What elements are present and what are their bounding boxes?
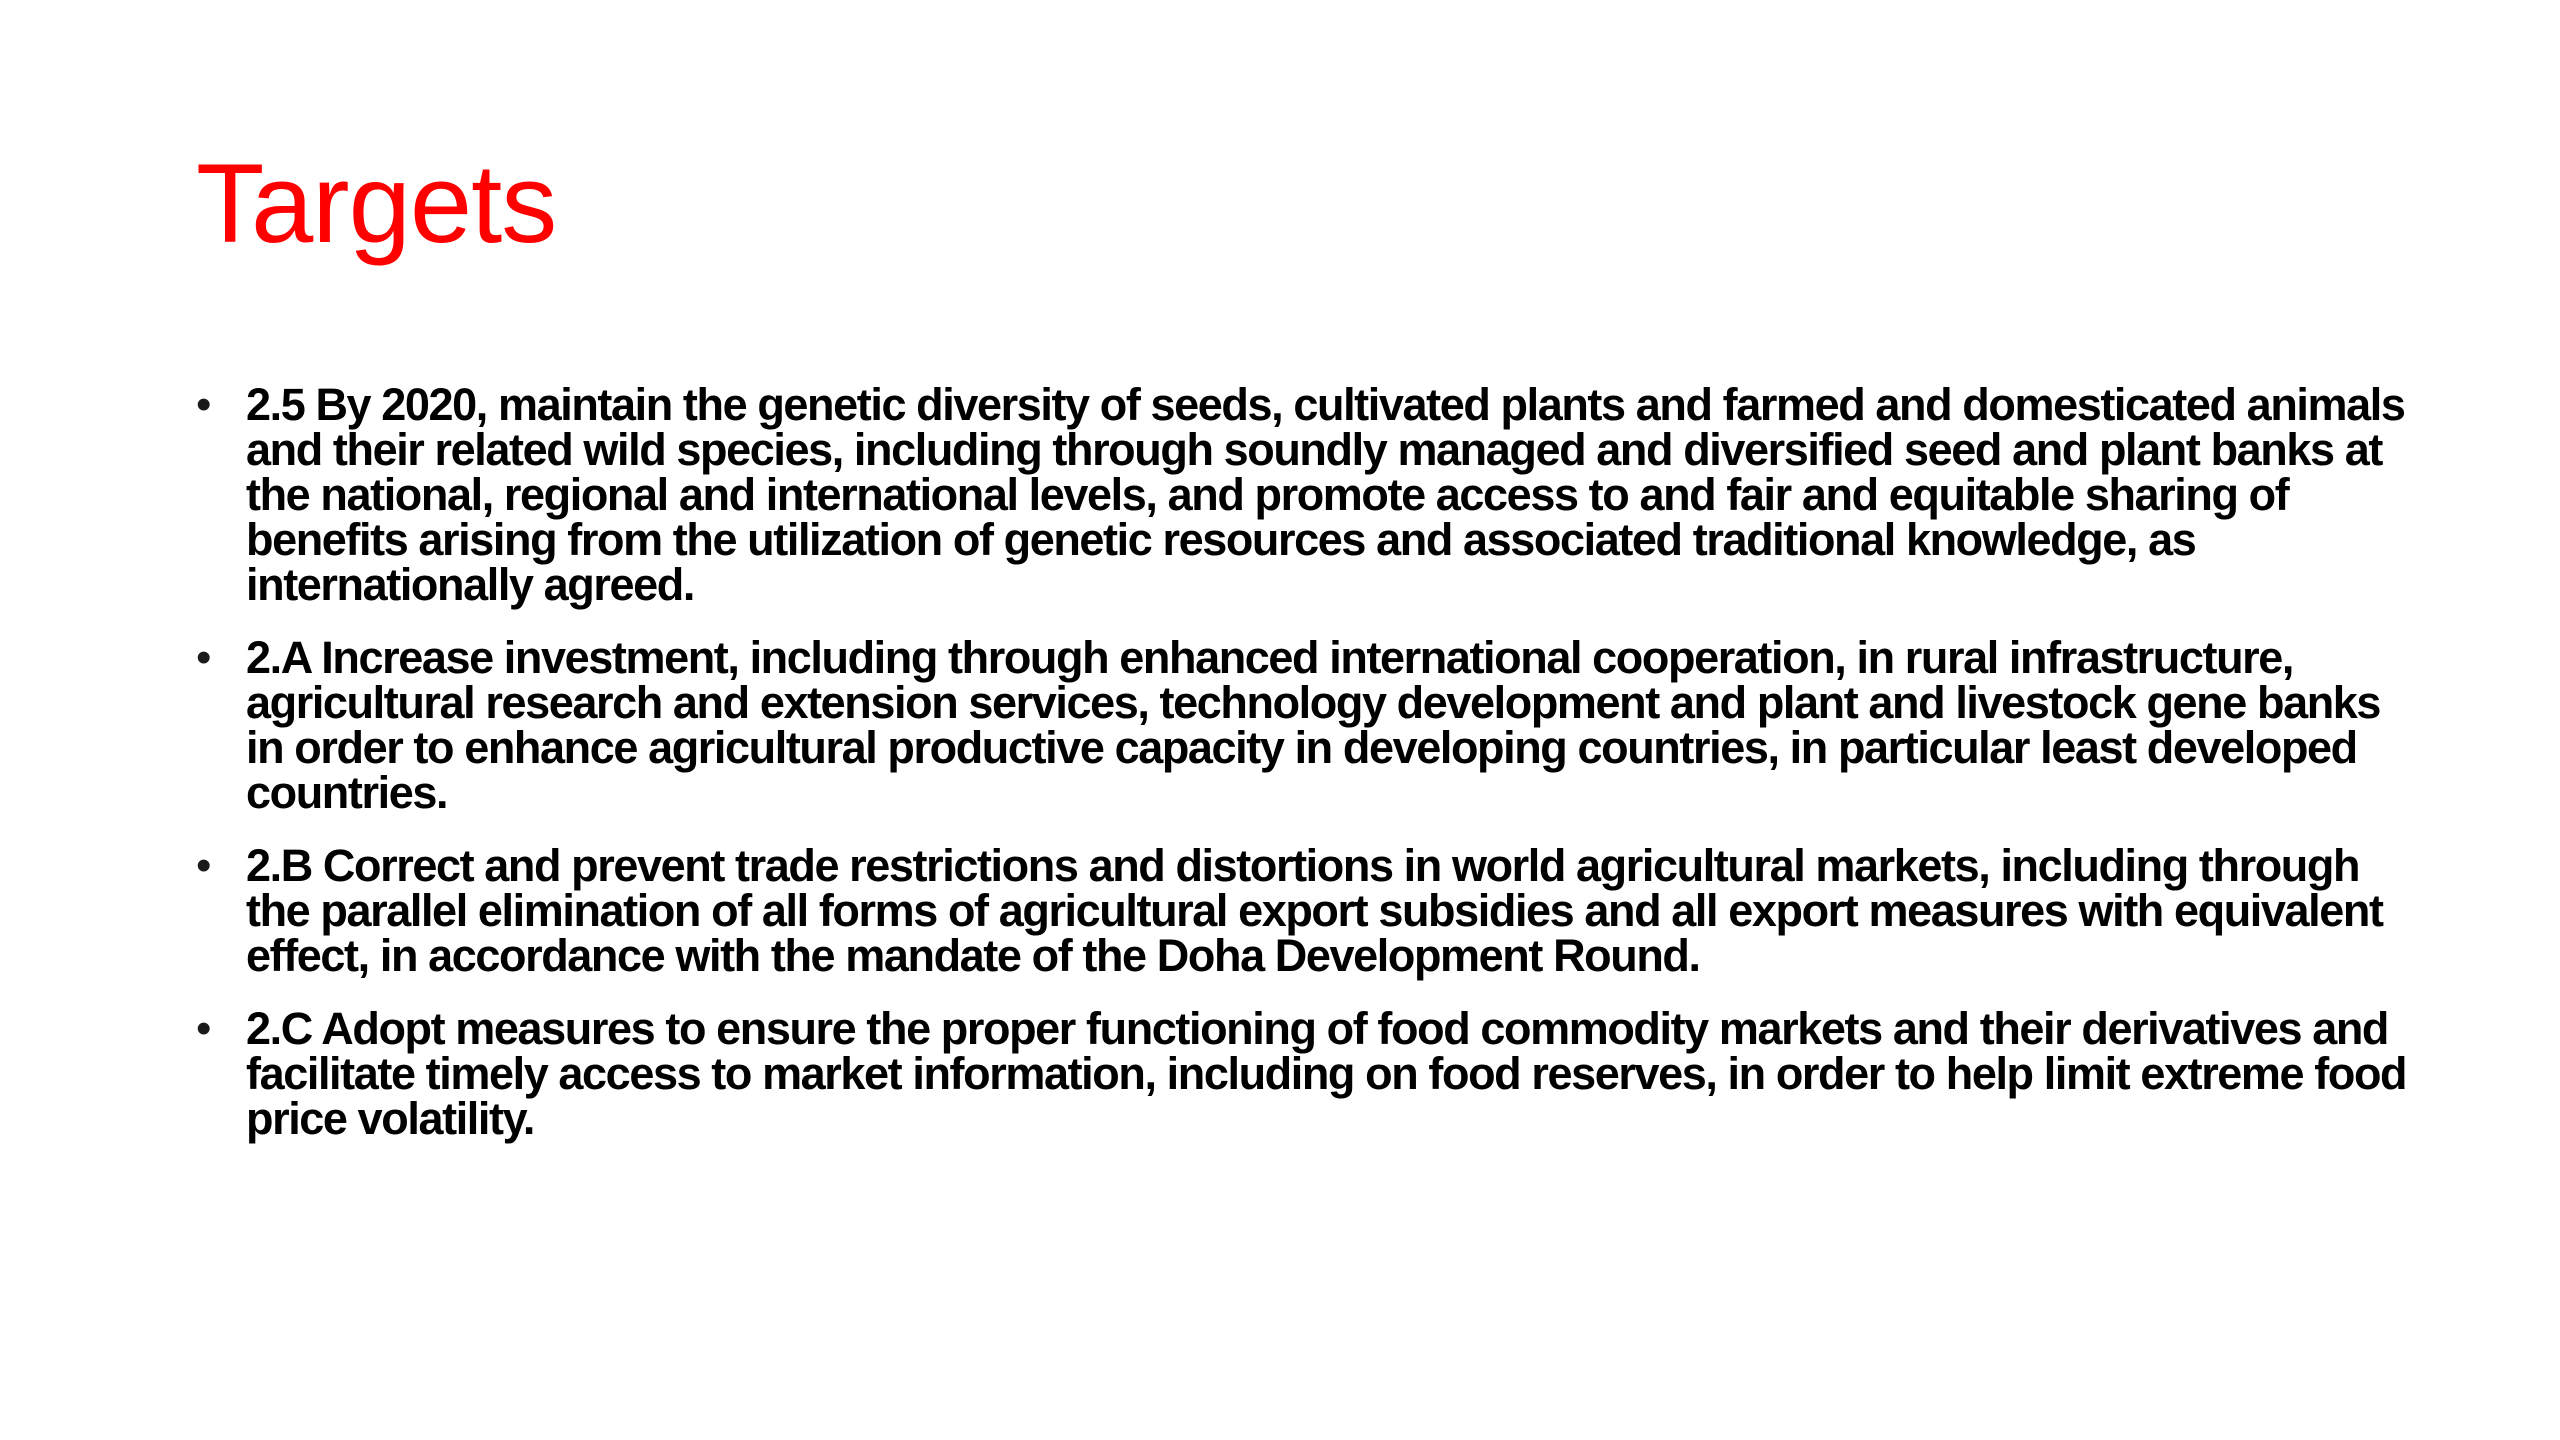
bullet-list	[196, 379, 2416, 1169]
bullet-item-2-b	[196, 840, 2416, 981]
bullet-text: 2.C Adopt measures to ensure the proper functioning of food commodity markets and their derivatives and facilitate timely access to market information, including on food reserves, in order to help limit extreme food price volatility.	[246, 1003, 2407, 1144]
bullet-item-2-5	[196, 379, 2416, 610]
bullet-item-2-a	[196, 632, 2416, 818]
bullet-text: 2.5 By 2020, maintain the genetic diversity of seeds, cultivated plants and farmed and domesticated animals and their related wild species, including through soundly managed and diversified seed and plant banks at the national, regional and international levels, and promote access to and fair and equitable sharing of benefits arising from the utilization of genetic resources and associated traditional knowledge, as internationally agreed.	[246, 379, 2405, 610]
bullet-point-icon: •	[196, 633, 212, 682]
bullet-text: 2.A Increase investment, including through enhanced international cooperation, in rural infrastructure, agricultural research and extension services, technology development and plant and livestock gene banks in order to enhance agricultural productive capacity in developing countries, in particular least developed countries.	[246, 632, 2381, 818]
bullet-point-icon: •	[196, 380, 212, 429]
bullet-point-icon: •	[196, 1004, 212, 1053]
bullet-text: 2.B Correct and prevent trade restrictions and distortions in world agricultural markets, including through the parallel elimination of all forms of agricultural export subsidies and all export measures with equivalent effect, in accordance with the mandate of the Doha Development Round.	[246, 840, 2383, 981]
slide-title: Targets	[196, 141, 557, 266]
bullet-item-2-c	[196, 1003, 2416, 1144]
bullet-point-icon: •	[196, 841, 212, 890]
